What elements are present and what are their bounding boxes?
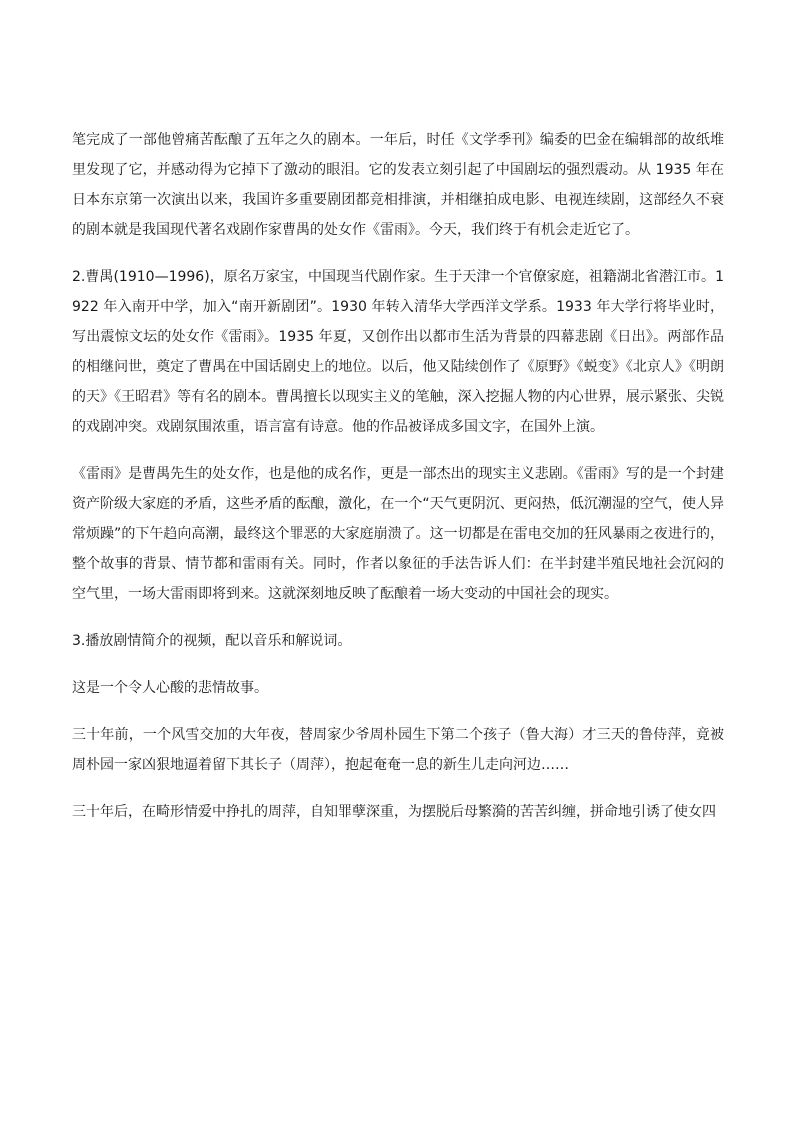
paragraph-thirty-years-later: 三十年后，在畸形情爱中挣扎的周萍，自知罪孽深重，为摆脱后母繁漪的苦苦纠缠，拼命地引诱了使女四 bbox=[72, 804, 716, 820]
paragraph-video-step: 3.播放剧情简介的视频，配以音乐和解说词。 bbox=[72, 633, 352, 649]
paragraph-play-summary: 《雷雨》是曹禺先生的处女作，也是他的成名作，更是一部杰出的现实主义悲剧。《雷雨》写的是一个封建资产阶级大家庭的矛盾，这些矛盾的酝酿，激化，在一个“天气更阴沉、更闷热，低沉潮湿的空气，使人异常烦躁”的下午趋向高潮，最终这个罪恶的大家庭崩溃了。这一切都是在雷电交加的狂风暴雨之夜进行的，整个故事的背景、情节都和雷雨有关。同时，作者以象征的手法告诉人们：在半封建半殖民地社会沉闷的空气里，一场大雷雨即将到来。这就深刻地反映了酝酿着一场大变动的中国社会的现实。 bbox=[72, 466, 724, 602]
paragraph-thirty-years-ago: 三十年前，一个风雪交加的大年夜，替周家少爷周朴园生下第二个孩子（鲁大海）才三天的鲁侍萍，竟被周朴园一家凶狠地逼着留下其长子（周萍），抱起奄奄一息的新生儿走向河边…… bbox=[72, 727, 724, 773]
document-page bbox=[72, 125, 724, 844]
paragraph-author-bio: 2.曹禺(1910—1996)，原名万家宝，中国现当代剧作家。生于天津一个官僚家庭，祖籍湖北省潜江市。1922 年入南开中学，加入“南开新剧团”。1930 年转入清华大学西洋文学系。1933 年大学行将毕业时，写出震惊文坛的处女作《雷雨》。1935 年夏，又创作出以都市生活为背景的四幕悲剧《日出》。两部作品的相继问世，奠定了曹禺在中国话剧史上的地位。以后，他又陆续创作了《原野》《蜕变》《北京人》《明朗的天》《王昭君》等有名的剧本。曹禺擅长以现实主义的笔触，深入挖掘人物的内心世界，展示紧张、尖锐的戏剧冲突。戏剧氛围浓重，语言富有诗意。他的作品被译成多国文字，在国外上演。 bbox=[72, 269, 724, 435]
paragraph-intro: 笔完成了一部他曾痛苦酝酿了五年之久的剧本。一年后，时任《文学季刊》编委的巴金在编辑部的故纸堆里发现了它，并感动得为它掉下了激动的眼泪。它的发表立刻引起了中国剧坛的强烈震动。从 1935 年在日本东京第一次演出以来，我国许多重要剧团都竞相排演，并相继拍成电影、电视连续剧，这部经久不衰的剧本就是我国现代著名戏剧作家曹禺的处女作《雷雨》。今天，我们终于有机会走近它了。 bbox=[72, 132, 724, 238]
paragraph-story-opening: 这是一个令人心酸的悲情故事。 bbox=[72, 680, 268, 696]
